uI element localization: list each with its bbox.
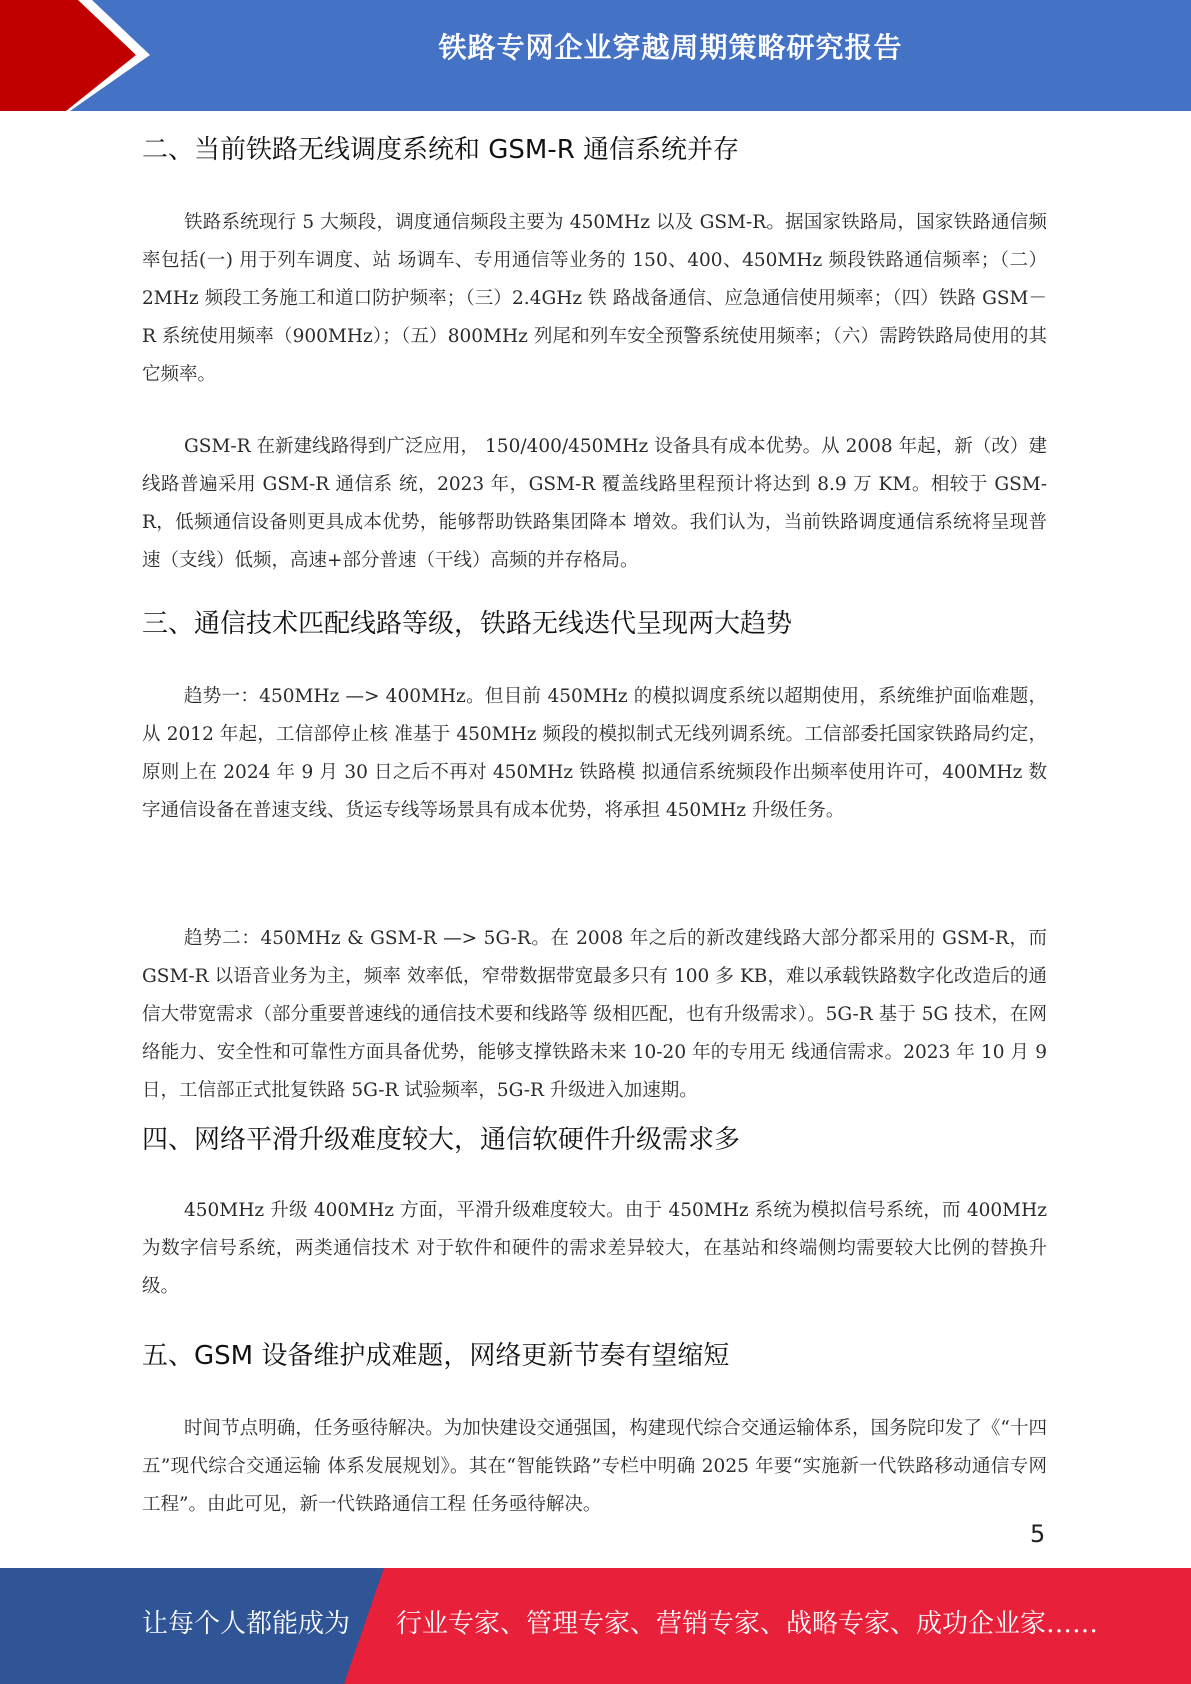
section-5-paragraph-1: 时间节点明确，任务亟待解决。为加快建设交通强国，构建现代综合交通运输体系，国务院印发了《“十四五”现代综合交通运输 体系发展规划》。其在“智能铁路”专栏中明确 2025 年要“实施新一代铁路移动通信专网工程”。由此可见，新一代铁路通信工程 任务亟待解决。 bbox=[142, 1418, 1047, 1515]
section-heading-5: 五、GSM 设备维护成难题，网络更新节奏有望缩短 bbox=[142, 1341, 730, 1371]
page-header bbox=[0, 0, 1191, 111]
header-title: 铁路专网企业穿越周期策略研究报告 bbox=[438, 31, 903, 64]
footer-slogan-right: 行业专家、管理专家、营销专家、战略专家、成功企业家…… bbox=[396, 1609, 1099, 1639]
section-2-paragraph-2: GSM-R 在新建线路得到广泛应用， 150/400/450MHz 设备具有成本优势。从 2008 年起，新（改）建线路普遍采用 GSM-R 通信系 统，2023 年，GSM-R 覆盖线路里程预计将达到 8.9 万 KM。相较于 GSM-R，低频通信设备则更具成本优势，能够帮助铁路集团降本 增效。我们认为，当前铁路调度通信系统将呈现普速（支线）低频，高速+部分普速（干线）高频的并存格局。 bbox=[142, 436, 1047, 571]
section-3-paragraph-1: 趋势一：450MHz —> 400MHz。但目前 450MHz 的模拟调度系统以超期使用，系统维护面临难题，从 2012 年起，工信部停止核 准基于 450MHz 频段的模拟制式无线列调系统。工信部委托国家铁路局约定，原则上在 2024 年 9 月 30 日之后不再对 450MHz 铁路模 拟通信系统频段作出频率使用许可，400MHz 数字通信设备在普速支线、货运专线等场景具有成本优势，将承担 450MHz 升级任务。 bbox=[142, 686, 1047, 821]
section-2-paragraph-1: 铁路系统现行 5 大频段，调度通信频段主要为 450MHz 以及 GSM-R。据国家铁路局，国家铁路通信频率包括(一) 用于列车调度、站 场调车、专用通信等业务的 150、400、450MHz 频段铁路通信频率；（二）2MHz 频段工务施工和道口防护频率；（三）2.4GHz 铁 路战备通信、应急通信使用频率；（四）铁路 GSM－R 系统使用频率（900MHz）；（五）800MHz 列尾和列车安全预警系统使用频率；（六）需跨铁路局使用的其它频率。 bbox=[142, 212, 1047, 385]
section-4-paragraph-1: 450MHz 升级 400MHz 方面，平滑升级难度较大。由于 450MHz 系统为模拟信号系统，而 400MHz 为数字信号系统，两类通信技术 对于软件和硬件的需求差异较大，在基站和终端侧均需要较大比例的替换升级。 bbox=[142, 1200, 1047, 1297]
page-number: 5 bbox=[1030, 1520, 1046, 1548]
section-heading-2: 二、当前铁路无线调度系统和 GSM-R 通信系统并存 bbox=[142, 135, 740, 165]
page-footer bbox=[0, 1568, 1191, 1684]
section-3-paragraph-2: 趋势二：450MHz & GSM-R —> 5G-R。在 2008 年之后的新改建线路大部分都采用的 GSM-R，而 GSM-R 以语音业务为主，频率 效率低，窄带数据带宽最多只有 100 多 KB，难以承载铁路数字化改造后的通信大带宽需求（部分重要普速线的通信技术要和线路等 级相匹配，也有升级需求）。5G-R 基于 5G 技术，在网络能力、安全性和可靠性方面具备优势，能够支撑铁路未来 10-20 年的专用无 线通信需求。2023 年 10 月 9 日，工信部正式批复铁路 5G-R 试验频率，5G-R 升级进入加速期。 bbox=[142, 928, 1047, 1101]
footer-slogan-left: 让每个人都能成为 bbox=[142, 1609, 351, 1639]
section-heading-3: 三、通信技术匹配线路等级，铁路无线迭代呈现两大趋势 bbox=[142, 609, 793, 639]
section-heading-4: 四、网络平滑升级难度较大，通信软硬件升级需求多 bbox=[142, 1125, 741, 1155]
